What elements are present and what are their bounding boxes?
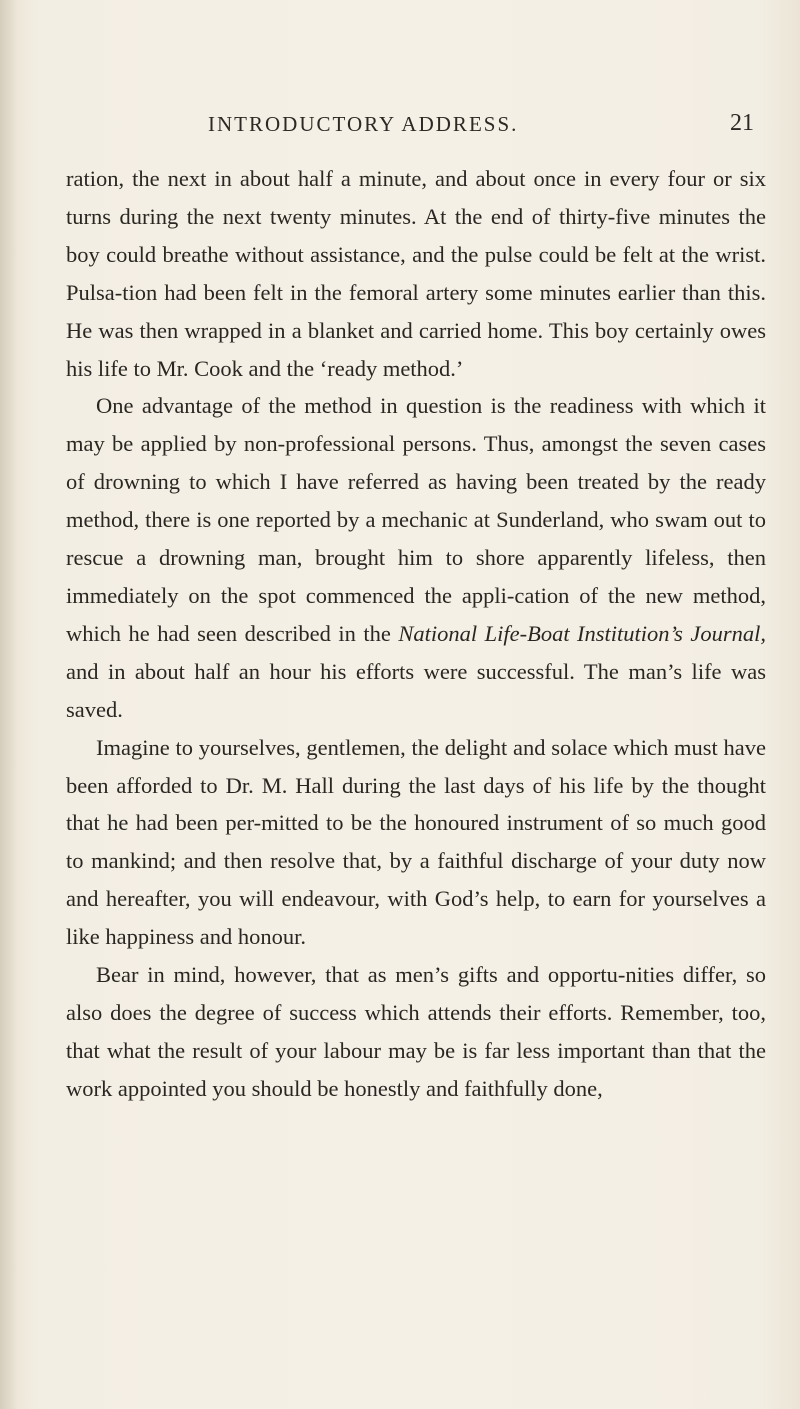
paragraph-4: Bear in mind, however, that as men’s gifts and opportu-nities differ, so also does the degree of success which attends their efforts. Remember, too, that what the result of your labour may be is far less important than that the work appointed you should be honestly and faithfully done, — [66, 962, 766, 1101]
journal-title: National Life-Boat Institution’s Journal, — [398, 620, 767, 646]
page-number: 21 — [730, 110, 754, 136]
paragraph-2-text-after: and in about half an hour his efforts were successful. The man’s life was saved. — [66, 658, 766, 722]
paragraph-2 — [66, 387, 766, 728]
page-spine-shadow — [0, 0, 18, 1409]
paragraph-1: ration, the next in about half a minute, and about once in every four or six turns during the next twenty minutes. At the end of thirty-five minutes the boy could breathe without assistance, and the pulse could be felt at the wrist. Pulsa-tion had been felt in the femoral artery some minutes earlier than this. He was then wrapped in a blanket and carried home. This boy certainly owes his life to Mr. Cook and the ‘ready method.’ — [66, 166, 766, 381]
running-title: INTRODUCTORY ADDRESS. — [208, 112, 519, 136]
paragraph-3: Imagine to yourselves, gentlemen, the delight and solace which must have been afforded to Dr. M. Hall during the last days of his life by the thought that he had been per-mitted to be the honoured instrument of so much good to mankind; and then resolve that, by a faithful discharge of your duty now and hereafter, you will endeavour, with God’s help, to earn for yourselves a like happiness and honour. — [66, 734, 766, 950]
paragraph-2-text-before: One advantage of the method in question is the readiness with which it may be applied by non-professional persons. Thus, amongst the seven cases of drowning to which I have referred as having been treated by the ready method, there is one reported by a mechanic at Sunderland, who swam out to rescue a drowning man, brought him to shore apparently lifeless, then immediately on the spot commenced the appli-cation of the new method, which he had seen described in the — [66, 393, 766, 646]
running-head — [0, 112, 800, 142]
body-text — [66, 160, 766, 1108]
